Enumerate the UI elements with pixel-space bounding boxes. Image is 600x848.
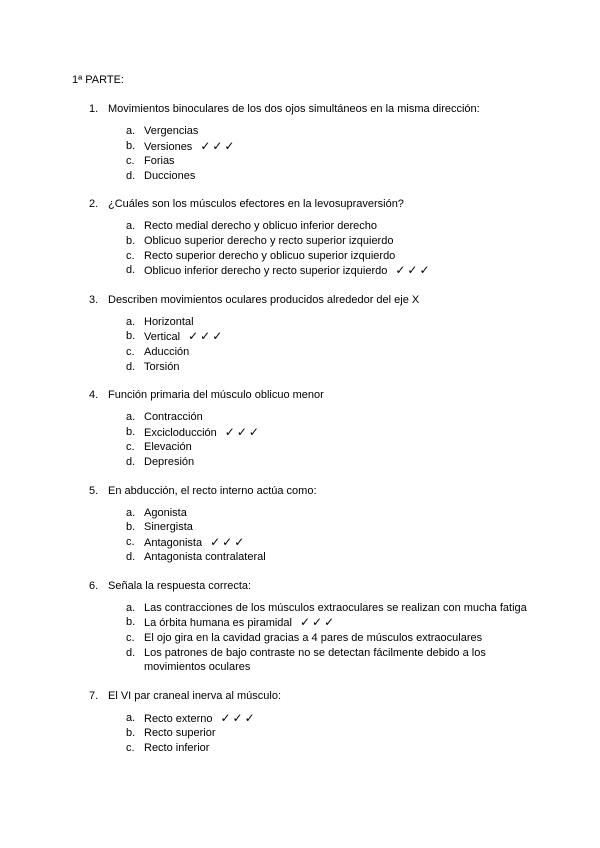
question-number: 1. <box>89 103 99 115</box>
correct-check-icon: ✓✓✓ <box>220 710 257 725</box>
option-item <box>72 360 532 375</box>
question-4 <box>72 388 532 469</box>
question-number: 7. <box>89 689 99 702</box>
option-text: Recto inferior <box>144 742 210 755</box>
question-label: En abducción, el recto interno actúa como: <box>108 484 317 497</box>
option-item <box>72 535 532 551</box>
option-letter: b. <box>126 234 136 247</box>
option-item <box>72 520 532 535</box>
option-item <box>72 345 532 360</box>
option-item <box>72 169 532 184</box>
option-list <box>72 124 532 183</box>
option-item <box>72 615 532 631</box>
option-text: Elevación <box>144 441 192 454</box>
question-label: Función primaria del músculo oblicuo menor <box>108 389 324 402</box>
option-letter: d. <box>126 169 136 182</box>
question-text <box>72 689 532 703</box>
question-label: Movimientos binoculares de los dos ojos simultáneos en la misma dirección: <box>108 103 480 115</box>
option-list <box>72 601 532 675</box>
option-item <box>72 154 532 169</box>
option-item <box>72 726 532 741</box>
option-text: Recto superior derecho y oblicuo superior izquierdo <box>144 249 396 262</box>
option-item <box>72 329 532 345</box>
option-letter: a. <box>126 315 136 328</box>
option-text: Contracción <box>144 411 203 424</box>
option-letter: b. <box>126 727 136 740</box>
option-list <box>72 219 532 278</box>
option-item <box>72 440 532 455</box>
question-number: 2. <box>89 198 99 211</box>
option-letter: c. <box>126 632 135 645</box>
option-text: Horizontal <box>144 315 194 328</box>
option-text: Aducción <box>144 345 190 358</box>
option-letter: a. <box>126 220 136 233</box>
option-item <box>72 425 532 441</box>
option-text: Vertical <box>144 331 181 344</box>
correct-check-icon: ✓✓✓ <box>299 615 337 630</box>
option-text: Las contracciones de los músculos extraoculares se realizan con mucha fatiga <box>144 601 527 614</box>
option-text: La órbita humana es piramidal <box>144 617 292 630</box>
option-item <box>72 550 532 565</box>
option-text: Recto externo <box>144 712 213 725</box>
option-text: Los patrones de bajo contraste no se detectan fácilmente debido a los movimientos oculares <box>144 646 486 674</box>
option-item <box>72 139 532 155</box>
option-item <box>72 631 532 646</box>
option-text: Oblicuo inferior derecho y recto superior izquierdo <box>144 265 388 278</box>
question-1 <box>72 102 532 183</box>
option-letter: d. <box>126 264 136 277</box>
option-item <box>72 263 532 279</box>
option-item <box>72 315 532 330</box>
question-label: ¿Cuáles son los músculos efectores en la levosupraversión? <box>108 198 404 211</box>
option-letter: a. <box>126 601 136 614</box>
option-item <box>72 219 532 234</box>
question-text <box>72 388 532 402</box>
option-letter: c. <box>126 742 135 755</box>
question-label: El VI par craneal inerva al músculo: <box>108 689 282 702</box>
option-item <box>72 646 532 675</box>
option-text: Antagonista contralateral <box>144 551 266 564</box>
option-item <box>72 506 532 521</box>
question-text <box>72 293 532 307</box>
option-letter: b. <box>126 521 136 534</box>
question-number: 6. <box>89 579 99 592</box>
option-letter: d. <box>126 455 136 468</box>
option-letter: c. <box>126 345 135 358</box>
correct-check-icon: ✓✓✓ <box>188 329 225 344</box>
question-7 <box>72 689 532 756</box>
option-text: Forias <box>144 155 175 168</box>
question-5 <box>72 484 532 565</box>
question-3 <box>72 293 532 374</box>
option-text: Antagonista <box>144 536 203 549</box>
option-letter: a. <box>126 411 136 424</box>
option-letter: c. <box>126 155 135 168</box>
option-text: El ojo gira en la cavidad gracias a 4 pares de músculos extraoculares <box>144 632 483 645</box>
option-list <box>72 711 532 756</box>
option-text: Ducciones <box>144 169 196 182</box>
option-letter: a. <box>126 506 136 519</box>
option-item <box>72 601 532 616</box>
option-list <box>72 410 532 469</box>
option-letter: b. <box>126 616 136 629</box>
correct-check-icon: ✓✓✓ <box>395 263 432 278</box>
option-letter: d. <box>126 360 136 373</box>
option-item <box>72 711 532 727</box>
option-item <box>72 249 532 264</box>
option-text: Sinergista <box>144 521 193 534</box>
question-text <box>72 197 532 211</box>
option-letter: c. <box>126 441 135 454</box>
question-list <box>72 102 532 770</box>
option-letter: c. <box>126 535 135 548</box>
option-text: Torsión <box>144 360 180 373</box>
option-letter: b. <box>126 139 136 152</box>
question-2 <box>72 197 532 278</box>
option-list <box>72 315 532 374</box>
option-letter: a. <box>126 711 136 724</box>
question-text <box>72 579 532 593</box>
correct-check-icon: ✓✓✓ <box>224 424 261 439</box>
option-item <box>72 741 532 756</box>
question-label: Señala la respuesta correcta: <box>108 579 252 592</box>
option-text: Oblicuo superior derecho y recto superior izquierdo <box>144 234 394 247</box>
option-letter: b. <box>126 425 136 438</box>
option-text: Agonista <box>144 506 187 519</box>
option-letter: d. <box>126 551 136 564</box>
question-text <box>72 102 532 116</box>
correct-check-icon: ✓✓✓ <box>200 138 237 153</box>
option-text: Depresión <box>144 455 195 468</box>
option-item <box>72 234 532 249</box>
question-number: 3. <box>89 293 99 306</box>
question-number: 5. <box>89 484 99 497</box>
question-text <box>72 484 532 498</box>
option-list <box>72 506 532 565</box>
option-text: Recto medial derecho y oblicuo inferior derecho <box>144 220 377 233</box>
option-text: Recto superior <box>144 727 216 740</box>
correct-check-icon: ✓✓✓ <box>210 534 247 549</box>
option-letter: b. <box>126 330 136 343</box>
option-letter: c. <box>126 249 135 262</box>
section-title: 1ª PARTE: <box>72 74 124 86</box>
question-6 <box>72 579 532 675</box>
question-number: 4. <box>89 389 99 402</box>
option-letter: d. <box>126 646 136 659</box>
option-item <box>72 124 532 139</box>
option-letter: a. <box>126 125 136 137</box>
option-item <box>72 455 532 470</box>
option-text: Vergencias <box>144 125 199 137</box>
question-label: Describen movimientos oculares producidos alrededor del eje X <box>108 293 420 306</box>
option-text: Versiones <box>144 140 193 153</box>
option-text: Excicloducción <box>144 426 217 439</box>
option-item <box>72 410 532 425</box>
